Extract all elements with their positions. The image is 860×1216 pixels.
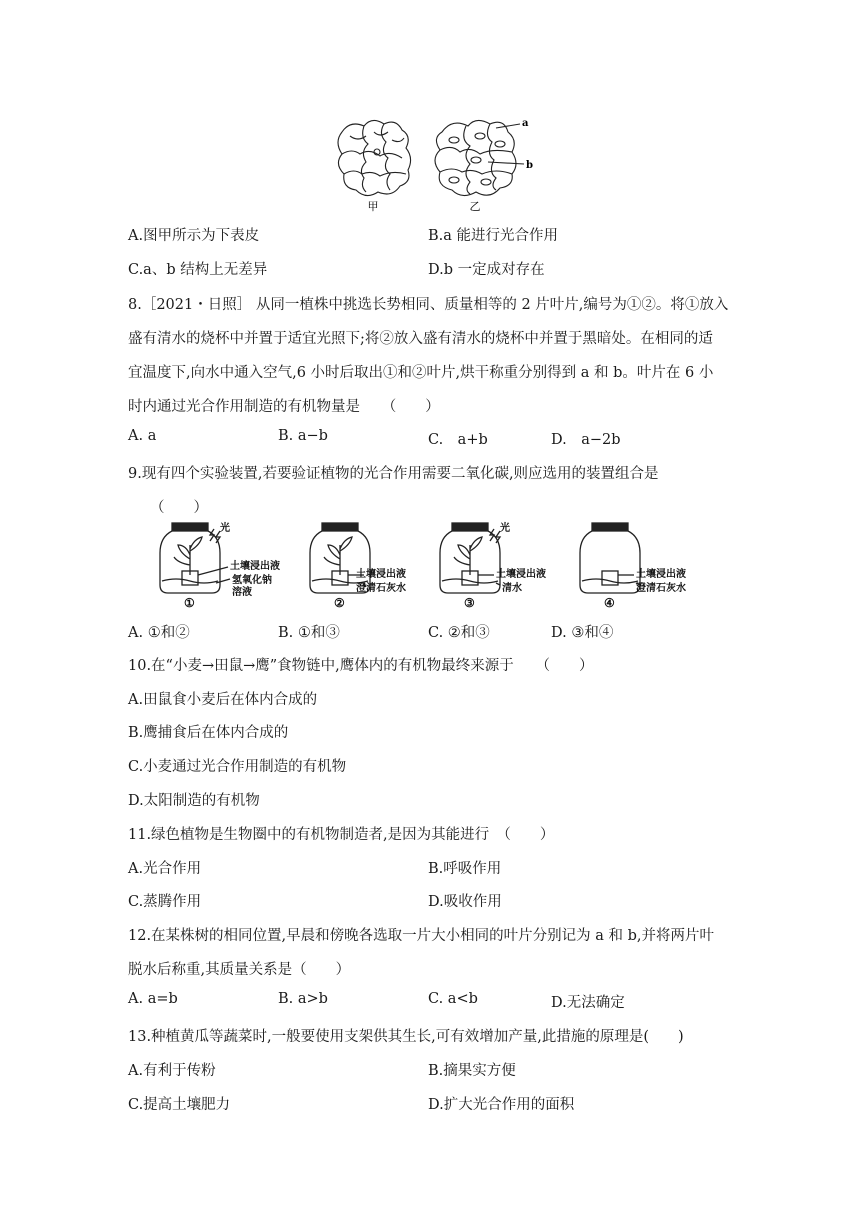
q12-option-b: B. a>b bbox=[278, 991, 328, 1007]
q12-option-a: A. a=b bbox=[128, 991, 178, 1007]
label-jia: 甲 bbox=[367, 200, 379, 213]
q10-stem: 10.在“小麦→田鼠→鹰”食物链中,鹰体内的有机物最终来源于 （ ） bbox=[128, 658, 594, 674]
q9-option-d: D. ③和④ bbox=[551, 625, 614, 641]
q8-option-d: D. a−2b bbox=[551, 432, 621, 448]
jar3-number: ③ bbox=[464, 596, 475, 610]
jar3-light-label: 光 bbox=[500, 523, 510, 534]
label-a: a bbox=[522, 118, 529, 129]
q11-option-a: A.光合作用 bbox=[128, 861, 202, 877]
jar1-light-label: 光 bbox=[220, 523, 230, 534]
q7-option-d: D.b 一定成对存在 bbox=[428, 262, 545, 278]
q12-option-c: C. a<b bbox=[428, 991, 478, 1007]
jar1-naoh-label: 氢氧化钠 bbox=[232, 575, 272, 586]
jar3-soil-label: 土壤浸出液 bbox=[496, 569, 546, 580]
q10-option-c: C.小麦通过光合作用制造的有机物 bbox=[128, 759, 347, 775]
q9-stem-line1: 9.现有四个实验装置,若要验证植物的光合作用需要二氧化碳,则应选用的装置组合是 bbox=[128, 466, 659, 482]
q10-option-a: A.田鼠食小麦后在体内合成的 bbox=[128, 692, 318, 708]
jar4-limewater-label: 澄清石灰水 bbox=[636, 583, 686, 594]
jar1-naoh-label2: 溶液 bbox=[232, 587, 252, 598]
q12-stem-line2: 脱水后称重,其质量关系是（ ） bbox=[128, 962, 351, 978]
label-b: b bbox=[526, 160, 533, 171]
q13-option-c: C.提高土壤肥力 bbox=[128, 1097, 231, 1113]
q10-option-d: D.太阳制造的有机物 bbox=[128, 793, 260, 809]
q8-option-c: C. a+b bbox=[428, 432, 488, 448]
q8-option-a: A. a bbox=[128, 428, 157, 444]
q13-stem: 13.种植黄瓜等蔬菜时,一般要使用支架供其生长,可有效增加产量,此措施的原理是( ) bbox=[128, 1029, 684, 1045]
jar4-soil-label: 土壤浸出液 bbox=[636, 569, 686, 580]
jar4-number: ④ bbox=[604, 596, 615, 610]
epidermis-figure bbox=[330, 112, 540, 214]
q8-stem-line4: 时内通过光合作用制造的有机物量是 （ ） bbox=[128, 399, 440, 415]
q8-stem-line2: 盛有清水的烧杯中并置于适宜光照下;将②放入盛有清水的烧杯中并置于黑暗处。在相同的适 bbox=[128, 331, 713, 347]
q7-option-b: B.a 能进行光合作用 bbox=[428, 228, 559, 244]
q9-stem-line2: （ ） bbox=[150, 500, 208, 516]
q13-option-a: A.有利于传粉 bbox=[128, 1063, 216, 1079]
q9-option-b: B. ①和③ bbox=[278, 625, 340, 641]
q13-option-d: D.扩大光合作用的面积 bbox=[428, 1097, 575, 1113]
jar2-soil-label: 土壤浸出液 bbox=[356, 569, 406, 580]
q10-option-b: B.鹰捕食后在体内合成的 bbox=[128, 725, 289, 741]
jar2-limewater-label: 澄清石灰水 bbox=[356, 583, 406, 594]
q11-option-b: B.呼吸作用 bbox=[428, 861, 502, 877]
q11-stem: 11.绿色植物是生物圈中的有机物制造者,是因为其能进行 （ ） bbox=[128, 827, 555, 843]
jar2-number: ② bbox=[334, 596, 345, 610]
q9-option-a: A. ①和② bbox=[128, 625, 190, 641]
jar1-soil-label: 土壤浸出液 bbox=[230, 561, 280, 572]
q7-option-a: A.图甲所示为下表皮 bbox=[128, 228, 260, 244]
apparatus-figure bbox=[150, 519, 730, 611]
q7-option-c: C.a、b 结构上无差异 bbox=[128, 262, 268, 278]
q9-option-c: C. ②和③ bbox=[428, 625, 490, 641]
q11-option-d: D.吸收作用 bbox=[428, 894, 502, 910]
q8-stem-line1: 8.［2021・日照］ 从同一植株中挑选长势相同、质量相等的 2 片叶片,编号为①②。将①放入 bbox=[128, 297, 729, 313]
jar1-number: ① bbox=[184, 596, 195, 610]
jar3-water-label: 清水 bbox=[502, 583, 522, 594]
q12-stem-line1: 12.在某株树的相同位置,早晨和傍晚各选取一片大小相同的叶片分别记为 a 和 b,并将两片叶 bbox=[128, 928, 715, 944]
q13-option-b: B.摘果实方便 bbox=[428, 1063, 516, 1079]
q12-option-d: D.无法确定 bbox=[551, 995, 625, 1011]
q8-stem-line3: 宜温度下,向水中通入空气,6 小时后取出①和②叶片,烘干称重分别得到 a 和 b。叶片在 6 小 bbox=[128, 365, 714, 381]
q8-option-b: B. a−b bbox=[278, 428, 328, 444]
q11-option-c: C.蒸腾作用 bbox=[128, 894, 202, 910]
label-yi: 乙 bbox=[469, 200, 481, 213]
